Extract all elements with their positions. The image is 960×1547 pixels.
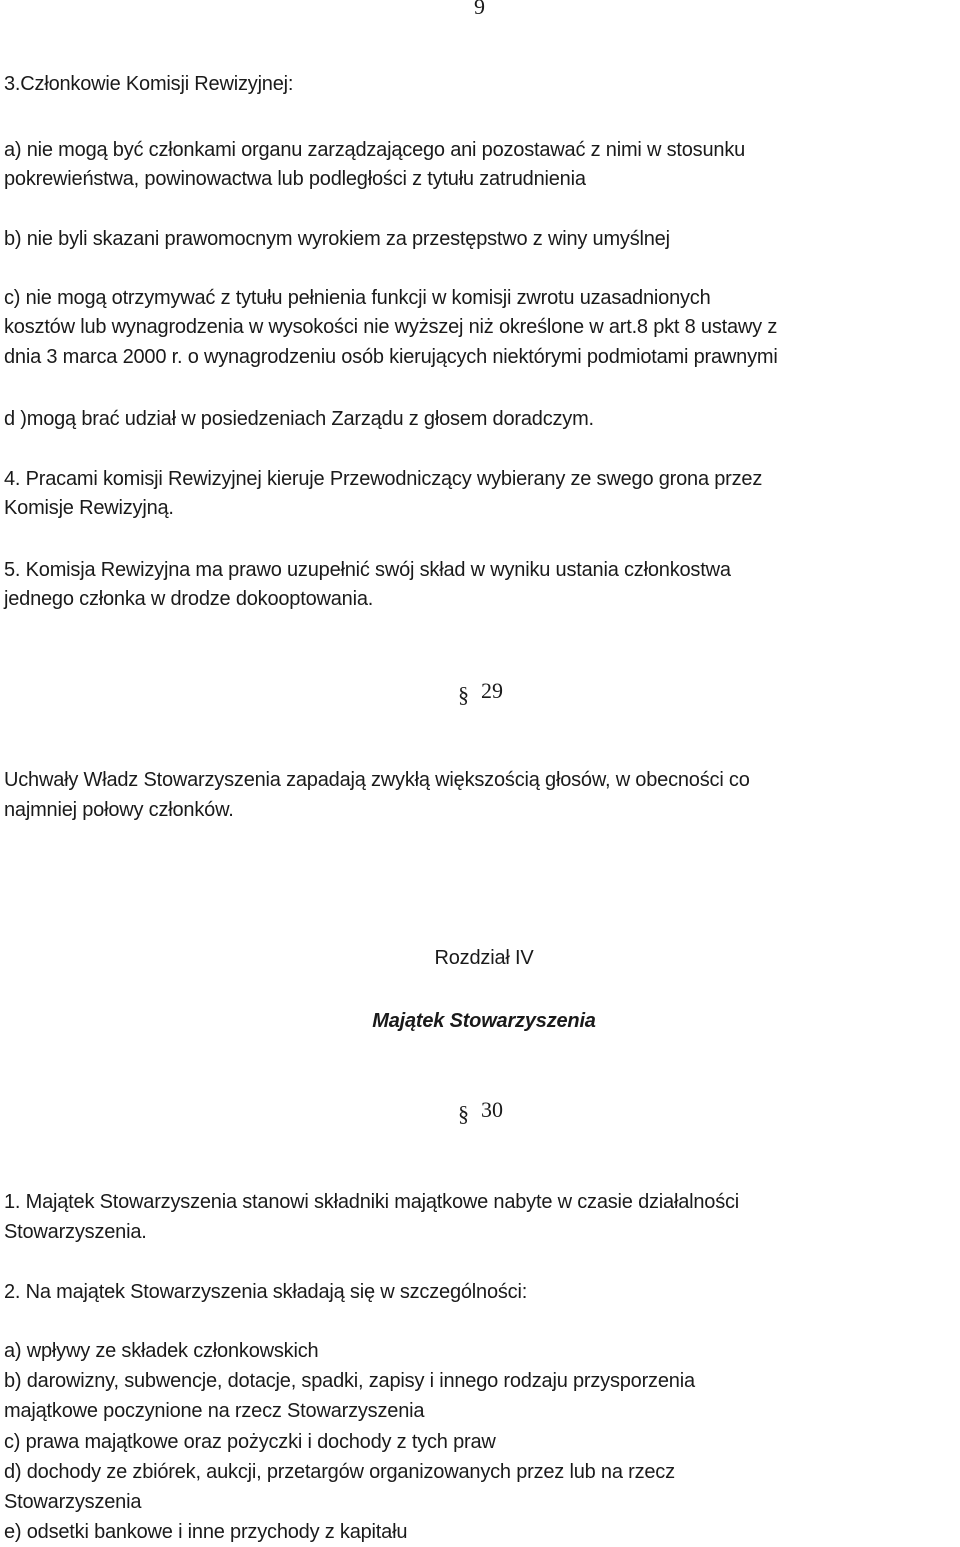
item3-c-line3: dnia 3 marca 2000 r. o wynagrodzeniu osób kierujących niektórymi podmiotami prawnymi: [4, 346, 778, 368]
item5-line2: jednego członka w drodze dokooptowania.: [4, 588, 374, 610]
page-number: 9: [474, 0, 485, 19]
paragraph-number: 29: [481, 678, 503, 703]
par30-c: c) prawa majątkowe oraz pożyczki i dochody z tych praw: [4, 1431, 496, 1453]
chapter-subtitle: Majątek Stowarzyszenia: [372, 1010, 596, 1032]
item4-line2: Komisje Rewizyjną.: [4, 497, 174, 519]
par30-p1-line2: Stowarzyszenia.: [4, 1221, 147, 1243]
item3-c-line1: c) nie mogą otrzymywać z tytułu pełnienia funkcji w komisji zwrotu uzasadnionych: [4, 287, 711, 309]
chapter-title: Rozdział IV: [434, 947, 534, 969]
paragraph-29-heading: [0, 678, 960, 712]
item5-line1: 5. Komisja Rewizyjna ma prawo uzupełnić swój skład w wyniku ustania członkostwa: [4, 559, 731, 581]
paragraph-30-heading: [0, 1097, 960, 1131]
item3-d: d )mogą brać udział w posiedzeniach Zarządu z głosem doradczym.: [4, 408, 594, 430]
item3-a-line1: a) nie mogą być członkami organu zarządzającego ani pozostawać z nimi w stosunku: [4, 139, 746, 161]
paragraph-sign: §: [458, 682, 469, 707]
par30-b-line1: b) darowizny, subwencje, dotacje, spadki, zapisy i innego rodzaju przysporzenia: [4, 1370, 695, 1392]
paragraph-number: 30: [481, 1097, 503, 1122]
par30-b-line2: majątkowe poczynione na rzecz Stowarzyszenia: [4, 1400, 425, 1422]
item3-c-line2: kosztów lub wynagrodzenia w wysokości nie wyższej niż określone w art.8 pkt 8 ustawy z: [4, 316, 778, 338]
item3-a-line2: pokrewieństwa, powinowactwa lub podległości z tytułu zatrudnienia: [4, 168, 586, 190]
item3-heading: 3.Członkowie Komisji Rewizyjnej:: [4, 73, 294, 95]
par30-a: a) wpływy ze składek członkowskich: [4, 1340, 319, 1362]
item4-line1: 4. Pracami komisji Rewizyjnej kieruje Przewodniczący wybierany ze swego grona przez: [4, 468, 763, 490]
par30-p1-line1: 1. Majątek Stowarzyszenia stanowi składniki majątkowe nabyte w czasie działalności: [4, 1191, 740, 1213]
par30-e: e) odsetki bankowe i inne przychody z kapitału: [4, 1521, 408, 1543]
par30-d-line2: Stowarzyszenia: [4, 1491, 142, 1513]
par30-p2: 2. Na majątek Stowarzyszenia składają się w szczególności:: [4, 1281, 528, 1303]
par29-line2: najmniej połowy członków.: [4, 799, 234, 821]
item3-b: b) nie byli skazani prawomocnym wyrokiem za przestępstwo z winy umyślnej: [4, 228, 670, 250]
par30-d-line1: d) dochody ze zbiórek, aukcji, przetargów organizowanych przez lub na rzecz: [4, 1461, 675, 1483]
par29-line1: Uchwały Władz Stowarzyszenia zapadają zwykłą większością głosów, w obecności co: [4, 769, 750, 791]
paragraph-sign: §: [458, 1101, 469, 1126]
